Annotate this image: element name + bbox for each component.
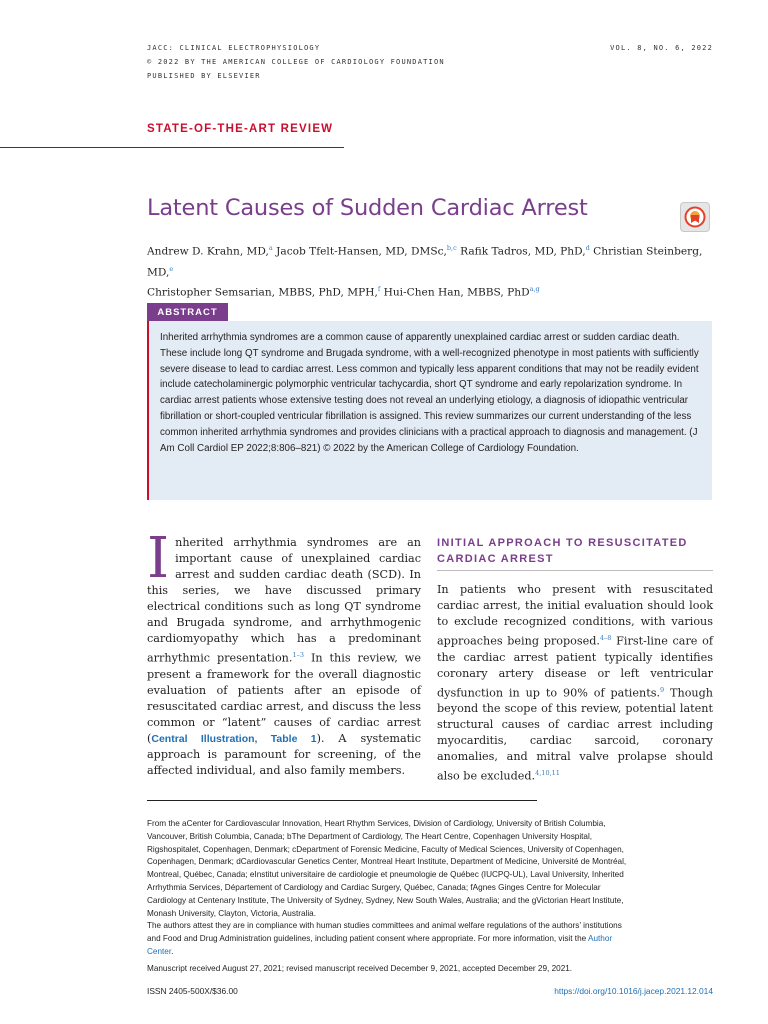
publisher-line: PUBLISHED BY ELSEVIER (147, 72, 261, 80)
author-name: Hui-Chen Han, MBBS, PhD (380, 286, 530, 299)
body-text: nherited arrhythmia syndromes are an important cause of unexplained cardiac arrest and sudden cardiac death (SCD). In this series, we have discussed primary electrical conditions such as long QT syndrome and Brugada syndrome, and arrhythmogenic cardiomyopathy which has a predominant arrhythmic presentation. (147, 536, 421, 665)
affiliation-marker[interactable]: d (585, 244, 590, 252)
section-heading: INITIAL APPROACH TO RESUSCITATED CARDIAC ARREST (437, 537, 688, 565)
abstract-text: Inherited arrhythmia syndromes are a common cause of apparently unexplained cardiac arrest or sudden cardiac death. These include long QT syndrome and Brugada syndrome, with a well-recognized phenotype in most patients with sufficiently severe disease to lead to cardiac arrest. Less common and typically less apparent conditions that may not be readily evident include catecholaminergic polymorphic ventricular tachycardia, short QT syndrome and early repolarization syndrome. In cardiac arrest patients whose extensive testing does not reveal an underlying etiology, a diagnosis of idiopathic ventricular fibrillation or short-coupled ventricular fibrillation is assigned. This review summarizes our current understanding of the less common inherited arrhythmia syndromes and provides clinicians with a practical approach to diagnosis and management. (J Am Coll Cardiol EP 2022;8:806–821) © 2022 by the American College of Cardiology Foundation. (160, 332, 699, 454)
author-name: Jacob Tfelt-Hansen, MD, DMSc, (272, 245, 447, 258)
author-name: Christopher Semsarian, MBBS, PhD, MPH, (147, 286, 378, 299)
central-illustration-link[interactable]: Central Illustration (151, 732, 255, 745)
volume-info: VOL. 8, NO. 6, 2022 (610, 44, 713, 52)
issn-price: ISSN 2405-500X/$36.00 (147, 986, 238, 996)
compliance-footnote (147, 920, 632, 958)
body-text: In patients who present with resuscitated cardiac arrest, the initial evaluation should look to exclude recognized conditions, with various approaches being proposed. (437, 583, 713, 648)
footnote-divider (147, 800, 537, 801)
reference-link[interactable]: 4–8 (599, 634, 612, 642)
body-text: ). A systematic approach is paramount for screening, of the affected individual, and also family members. (147, 731, 421, 777)
section-tag: STATE-OF-THE-ART REVIEW (147, 123, 334, 135)
section-paragraph (437, 582, 713, 785)
author-name: Rafik Tadros, MD, PhD, (456, 245, 586, 258)
heading-divider (437, 570, 713, 571)
journal-name: JACC: CLINICAL ELECTROPHYSIOLOGY (147, 44, 321, 52)
affiliation-marker[interactable]: a (268, 244, 273, 252)
table-1-link[interactable]: Table 1 (270, 732, 317, 745)
link-separator: , (254, 732, 271, 745)
affiliation-marker[interactable]: b,c (446, 244, 457, 252)
author-center-link[interactable]: Author Center (147, 933, 613, 956)
section-divider (0, 147, 344, 148)
body-text: In this review, we present a framework for the overall diagnostic evaluation of patients after an episode of resuscitated cardiac arrest, and discuss the less common or “latent” causes of cardiac arrest ( (147, 651, 421, 745)
body-text: Though beyond the scope of this review, potential latent structural causes of cardiac arrest including myocarditis, cardiac sarcoid, coronary anomalies, and mitral valve prolapse should also be excluded. (437, 686, 713, 784)
reference-link[interactable]: 1–3 (292, 651, 304, 659)
affiliation-marker[interactable]: e (169, 264, 174, 273)
drop-cap: I (147, 526, 170, 591)
crossmark-icon[interactable] (680, 202, 710, 232)
crossmark-glyph (684, 206, 706, 228)
compliance-period: . (171, 946, 174, 956)
reference-link[interactable]: 4,10,11 (535, 769, 560, 778)
affiliation-marker[interactable]: f (377, 285, 381, 294)
abstract-label: ABSTRACT (147, 303, 228, 321)
manuscript-dates: Manuscript received August 27, 2021; revised manuscript received December 9, 2021, accepted December 29, 2021. (147, 964, 573, 973)
intro-paragraph (147, 526, 421, 779)
copyright-line: © 2022 BY THE AMERICAN COLLEGE OF CARDIOLOGY FOUNDATION (147, 58, 445, 66)
author-name: Andrew D. Krahn, MD, (147, 245, 269, 258)
author-name: Christian Steinberg, MD, (147, 245, 703, 279)
compliance-text: The authors attest they are in compliance with human studies committees and animal welfare regulations of the authors’ institutions and Food and Drug Administration guidelines, including patient consent where appropriate. For more information, visit the (147, 921, 622, 943)
doi-link[interactable]: https://doi.org/10.1016/j.jacep.2021.12.014 (554, 986, 713, 996)
affiliations-footnote: From the aCenter for Cardiovascular Innovation, Heart Rhythm Services, Division of Cardiology, University of British Columbia, Vancouver, British Columbia, Canada; bThe Department of Cardiology, The Heart Centre, Copenhagen University Hospital, Rigshospitalet, Copenhagen, Denmark; cDepartment of Forensic Medicine, Faculty of Medical Sciences, University of Copenhagen, Copenhagen, Denmark; dCardiovascular Genetics Center, Montreal Heart Institute, Department of Medicine, Université de Montréal, Montreal, Québec, Canada; eInstitut universitaire de cardiologie et pneumologie de Québec (IUCPQ-UL), Laval University, Inherited Arrhythmia Services, Département of Cardiology and Cardiac Surgery, Québec, Canada; fAgnes Ginges Centre for Molecular Cardiology at Centenary Institute, The University of Sydney, Sydney, New South Wales, Australia; and the gVictorian Heart Institute, Monash University, Clayton, Victoria, Australia. (147, 819, 627, 918)
body-text: First-line care of the cardiac arrest patient typically identifies coronary artery disease or left ventricular dysfunction in up to 90% of patients. (437, 634, 714, 700)
reference-link[interactable]: 9 (660, 685, 665, 694)
author-list (147, 240, 717, 302)
affiliation-marker[interactable]: a,g (529, 285, 540, 294)
article-title: Latent Causes of Sudden Cardiac Arrest (147, 195, 588, 221)
